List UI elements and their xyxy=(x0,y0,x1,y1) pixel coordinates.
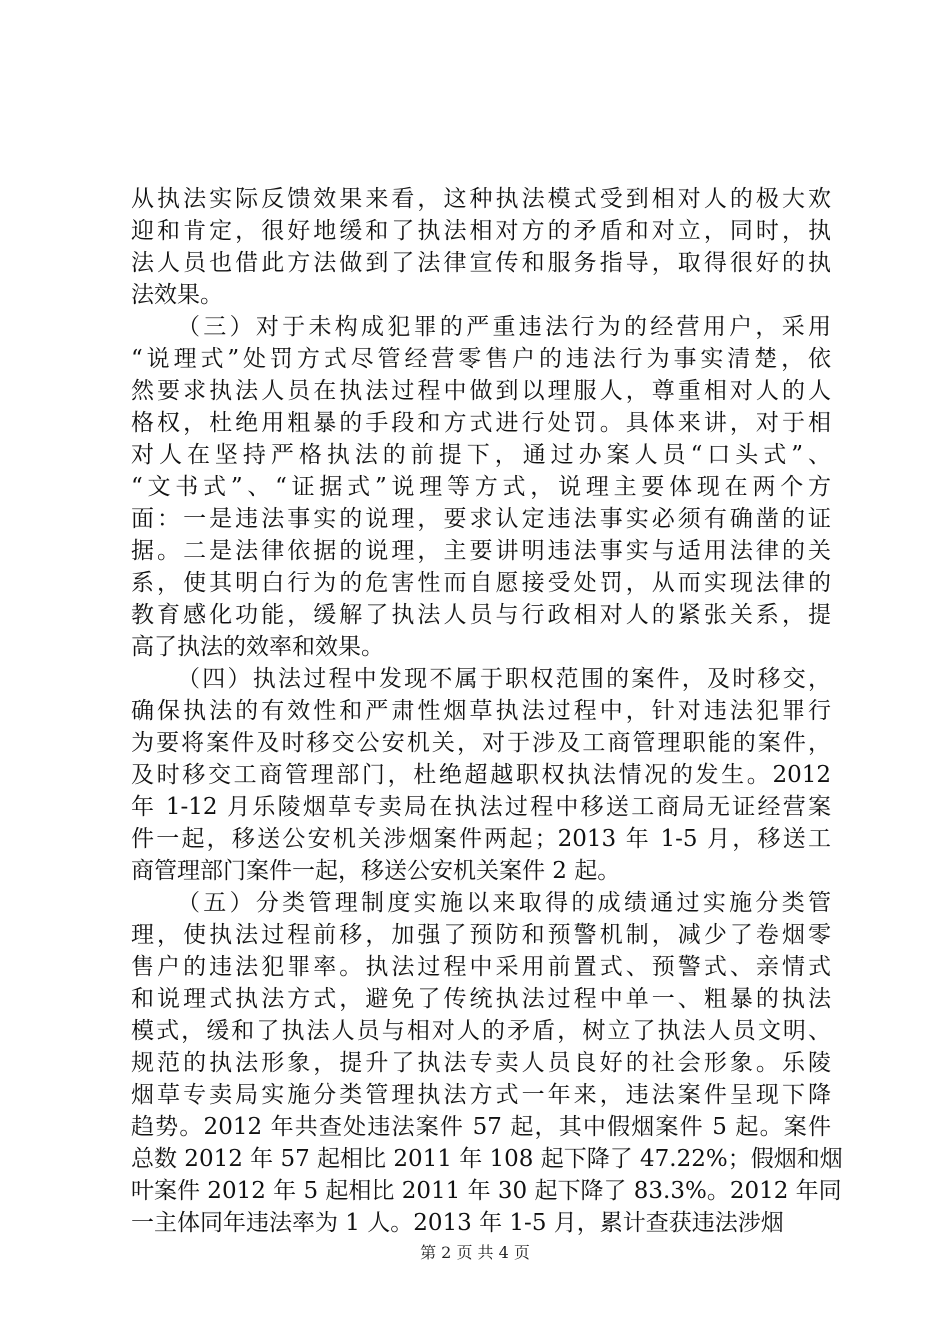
text-line: 趋势。2012 年共查处违法案件 57 起，其中假烟案件 5 起。案件 xyxy=(131,1114,831,1140)
text-line: 模式，缓和了执法人员与相对人的矛盾，树立了执法人员文明、 xyxy=(131,1018,831,1044)
text-line: 确保执法的有效性和严肃性烟草执法过程中，针对违法犯罪行 xyxy=(131,698,831,724)
text-line: 从执法实际反馈效果来看，这种执法模式受到相对人的极大欢 xyxy=(131,186,831,212)
text-line: 对人在坚持严格执法的前提下，通过办案人员“口头式”、 xyxy=(131,442,831,468)
paragraph xyxy=(131,887,843,1239)
text-line: 法人员也借此方法做到了法律宣传和服务指导，取得很好的执 xyxy=(131,250,831,276)
text-line: 烟草专卖局实施分类管理执法方式一年来，违法案件呈现下降 xyxy=(131,1082,831,1108)
text-line: 总数 2012 年 57 起相比 2011 年 108 起下降了 47.22%；假烟和烟 xyxy=(131,1146,843,1172)
text-line: 和说理式执法方式，避免了传统执法过程中单一、粗暴的执法 xyxy=(131,986,831,1012)
text-line: 商管理部门案件一起，移送公安机关案件 2 起。 xyxy=(131,858,621,884)
text-line: 据。二是法律依据的说理，主要讲明违法事实与适用法律的关 xyxy=(131,538,831,564)
text-line: 及时移交工商管理部门，杜绝超越职权执法情况的发生。2012 xyxy=(131,762,831,788)
text-line: （三）对于未构成犯罪的严重违法行为的经营用户，采用 xyxy=(177,314,831,340)
text-line: 迎和肯定，很好地缓和了执法相对方的矛盾和对立，同时，执 xyxy=(131,218,831,244)
text-line: （五）分类管理制度实施以来取得的成绩通过实施分类管 xyxy=(177,890,831,916)
text-line: 法效果。 xyxy=(131,282,223,308)
text-line: 然要求执法人员在执法过程中做到以理服人，尊重相对人的人 xyxy=(131,378,831,404)
text-line: 教育感化功能，缓解了执法人员与行政相对人的紧张关系，提 xyxy=(131,602,831,628)
paragraph xyxy=(131,311,831,663)
text-line: 一主体同年违法率为 1 人。2013 年 1-5 月，累计查获违法涉烟 xyxy=(131,1210,784,1236)
paragraph xyxy=(131,183,831,311)
text-line: 理，使执法过程前移，加强了预防和预警机制，减少了卷烟零 xyxy=(131,922,831,948)
paragraph xyxy=(131,663,831,887)
text-line: 件一起，移送公安机关涉烟案件两起；2013 年 1-5 月，移送工 xyxy=(131,826,831,852)
body-text xyxy=(131,183,843,1239)
text-line: 售户的违法犯罪率。执法过程中采用前置式、预警式、亲情式 xyxy=(131,954,831,980)
text-line: “说理式”处罚方式尽管经营零售户的违法行为事实清楚，依 xyxy=(131,346,831,372)
text-line: （四）执法过程中发现不属于职权范围的案件，及时移交， xyxy=(177,666,831,692)
text-line: 格权，杜绝用粗暴的手段和方式进行处罚。具体来讲，对于相 xyxy=(131,410,831,436)
text-line: 叶案件 2012 年 5 起相比 2011 年 30 起下降了 83.3%。2012 年同 xyxy=(131,1178,842,1204)
text-line: 为要将案件及时移交公安机关，对于涉及工商管理职能的案件， xyxy=(131,730,831,756)
text-line: 高了执法的效率和效果。 xyxy=(131,634,384,660)
text-line: 系，使其明白行为的危害性而自愿接受处罚，从而实现法律的 xyxy=(131,570,831,596)
text-line: 规范的执法形象，提升了执法专卖人员良好的社会形象。乐陵 xyxy=(131,1050,831,1076)
page-footer: 第 2 页 共 4 页 xyxy=(420,1243,530,1262)
text-line: 面：一是违法事实的说理，要求认定违法事实必须有确凿的证 xyxy=(131,506,831,532)
text-line: 年 1-12 月乐陵烟草专卖局在执法过程中移送工商局无证经营案 xyxy=(131,794,831,820)
text-line: “文书式”、“证据式”说理等方式，说理主要体现在两个方 xyxy=(131,474,831,500)
